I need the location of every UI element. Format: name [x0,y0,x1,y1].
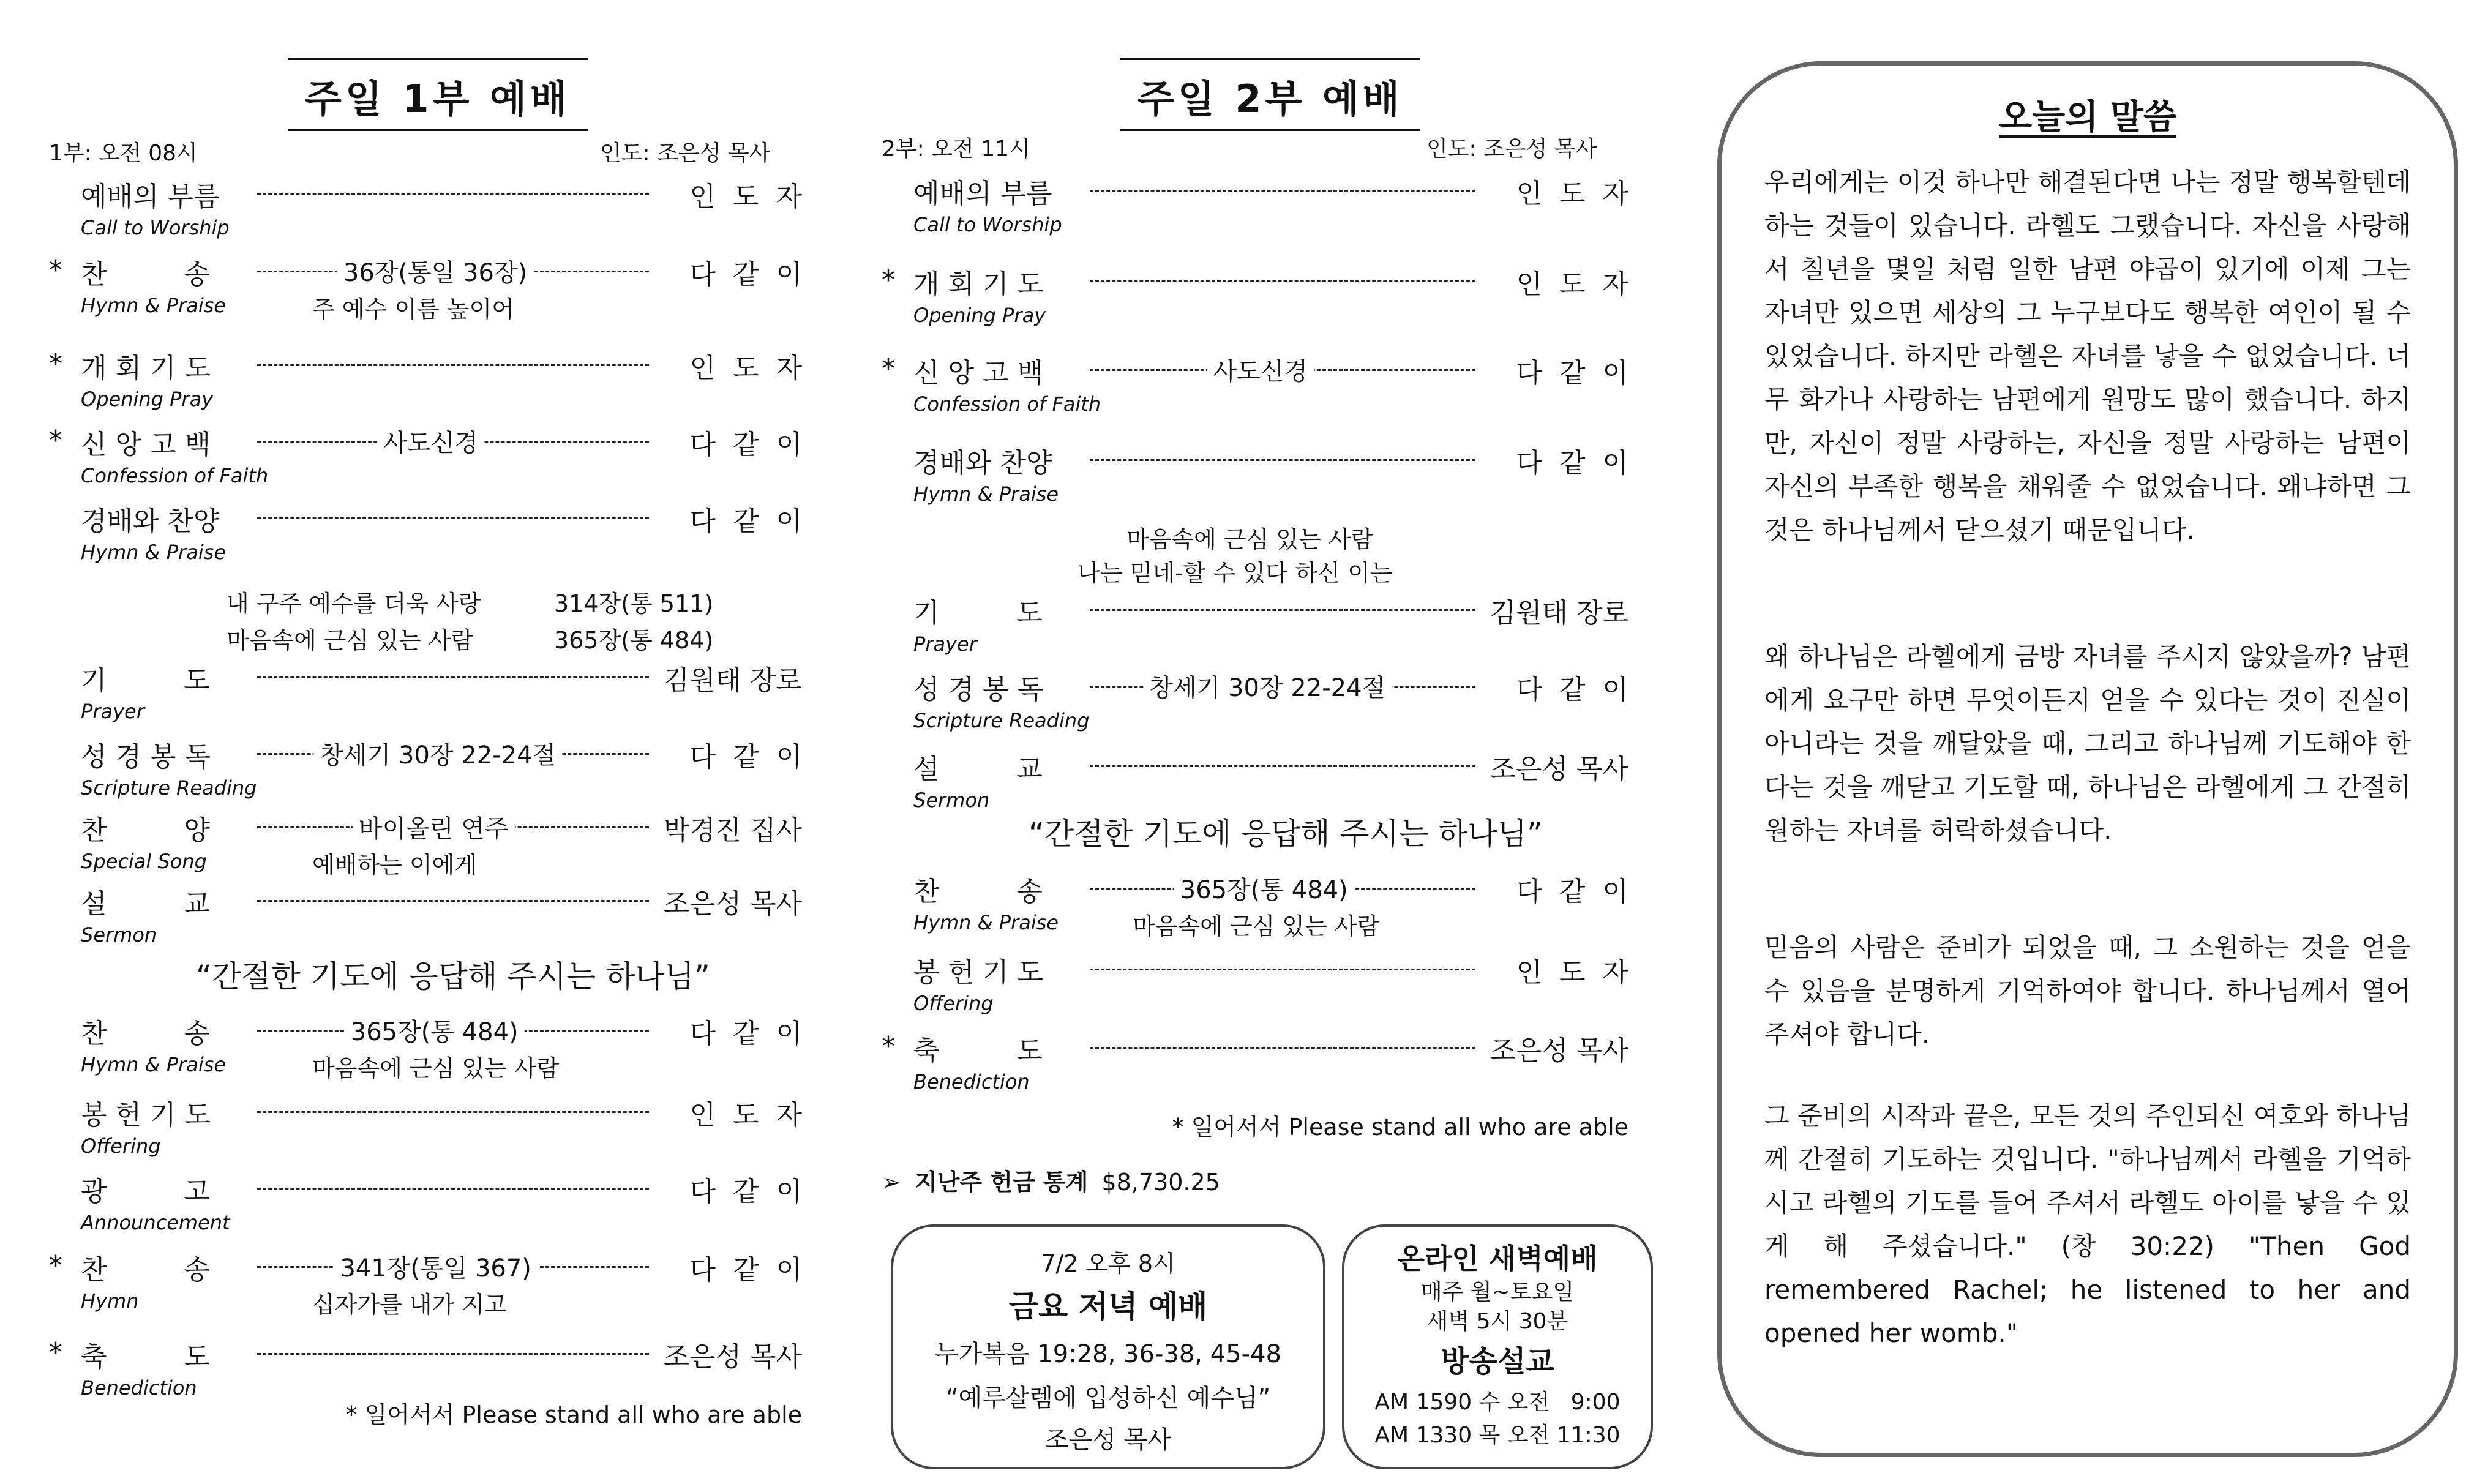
dotted-leader [257,676,649,678]
praise-song: 마음속에 근심 있는 사람 [227,627,474,654]
order-item-leader: 인 도 자 [1516,178,1628,209]
dotted-leader [1090,1047,1475,1049]
online-service-box [1342,1224,1653,1469]
order-item-leader: 인 도 자 [689,1100,802,1131]
order-item-english: Offering [81,1134,161,1158]
order-item [882,441,1628,478]
praise-song: 마음속에 근심 있는 사람 [1126,526,1374,553]
order-item-label: 성 경 봉 독 [913,674,1043,705]
order-item-leader: 김원태 장로 [663,665,802,696]
friday-title: 금요 저녁 예배 [1008,1289,1208,1324]
service1-time: 1부: 오전 08시 [49,141,198,166]
order-item-leader: 다 같 이 [689,1176,802,1207]
offering-statistics [882,1163,1220,1197]
order-item-english: Opening Pray [913,304,1046,327]
order-item-leader: 조은성 목사 [663,1341,802,1373]
order-item-english: Sermon [81,923,157,946]
order-item-label: 신 앙 고 백 [913,358,1043,389]
order-item [882,747,1628,784]
broadcast-title: 방송설교 [1441,1344,1554,1379]
order-item-english: Prayer [913,632,977,656]
order-item-detail: 사도신경 [377,424,484,459]
dotted-leader [257,900,649,902]
order-item-leader: 조은성 목사 [1490,1035,1628,1066]
dotted-leader [257,1111,649,1113]
order-item [49,1335,802,1371]
order-item-leader: 다 같 이 [1516,358,1628,389]
order-item [49,346,802,383]
online-title: 온라인 새벽예배 [1397,1242,1598,1275]
friday-date: 7/2 오후 8시 [1041,1250,1175,1277]
dotted-leader [257,1188,649,1190]
order-item-leader: 다 같 이 [689,259,802,290]
word-paragraph: 믿음의 사람은 준비가 되었을 때, 그 소원하는 것을 얻을 수 있음을 분명하게 기억하여야 합니다. 하나님께서 열어 주셔야 합니다. [1764,932,2411,1049]
friday-preacher: 조은성 목사 [1045,1426,1171,1454]
todays-word-title: 오늘의 말씀 [1999,97,2176,137]
order-item-label: 경배와 찬양 [913,448,1052,479]
hymn-title: 예배하는 이에게 [312,852,478,879]
order-item-label: 봉 헌 기 도 [81,1100,211,1131]
praise-song: 나는 믿네-할 수 있다 하신 이는 [1077,560,1393,586]
friday-scripture: 누가복음 19:28, 36-38, 45-48 [935,1340,1281,1368]
order-item-english: Hymn & Praise [81,541,227,564]
online-time: 새벽 5시 30분 [1426,1309,1568,1334]
order-item-english: Call to Worship [81,216,230,239]
todays-word-box [1717,61,2458,1457]
order-item-leader: 인 도 자 [689,353,802,384]
stand-marker: * [49,425,62,456]
order-item-detail: 36장(통일 36장) [337,253,533,288]
order-item-english: Call to Worship [913,213,1062,236]
order-item [49,658,802,695]
order-item-english: Announcement [81,1211,230,1234]
dotted-leader [1090,190,1475,192]
order-item [49,252,802,289]
order-item-detail: 창세기 30장 22-24절 [1143,669,1392,703]
service1-stand-note: * 일어서서 Please stand all who are able [345,1401,802,1428]
stand-marker: * [49,348,62,380]
order-item-label: 예배의 부름 [81,181,220,212]
dotted-leader [1090,609,1475,611]
order-item-leader: 다 같 이 [689,429,802,460]
order-item [882,591,1628,628]
service2-stand-note: * 일어서서 Please stand all who are able [1172,1114,1628,1141]
online-days: 매주 월~토요일 [1420,1280,1575,1305]
service1-column [49,0,802,1484]
service2-sermon-title: “간절한 기도에 응답해 주시는 하나님” [1029,816,1543,852]
order-item [882,950,1628,987]
order-item-leader: 다 같 이 [689,1254,802,1286]
praise-song: 내 구주 예수를 더욱 사랑 [227,590,481,617]
order-item-leader: 조은성 목사 [663,888,802,920]
order-item [49,499,802,536]
order-item [49,174,802,211]
order-item-leader: 다 같 이 [689,506,802,537]
order-item-english: Benediction [913,1070,1030,1093]
praise-song-number: 314장(통 511) [554,590,714,617]
order-item-label: 신 앙 고 백 [81,429,211,460]
order-item-english: Hymn & Praise [81,294,227,317]
dotted-leader [1090,969,1475,970]
order-item-english: Scripture Reading [81,776,257,800]
order-item [49,735,802,771]
order-item-label: 기 도 [913,598,1043,629]
order-item-detail: 바이올린 연주 [353,809,515,844]
order-item-leader: 인 도 자 [1516,957,1628,988]
order-item-label: 개 회 기 도 [913,269,1043,300]
order-item-detail: 341장(통일 367) [334,1249,538,1284]
stand-marker: * [882,264,895,296]
offering-amount: $8,730.25 [1101,1169,1220,1196]
order-item [882,1029,1628,1065]
order-item [49,882,802,918]
hymn-title: 십자가를 내가 지고 [312,1291,507,1318]
order-item [882,262,1628,299]
order-item [49,1248,802,1284]
order-item-english: Offering [913,992,994,1015]
order-item-label: 축 도 [913,1035,1043,1066]
order-item-leader: 다 같 이 [1516,448,1628,479]
order-item-leader: 다 같 이 [689,1018,802,1049]
order-item [882,869,1628,906]
order-item-detail: 365장(통 484) [345,1013,525,1047]
order-item-label: 예배의 부름 [913,178,1052,209]
order-item-english: Hymn & Praise [81,1053,227,1076]
order-item [49,1011,802,1048]
order-item-leader: 박경진 집사 [663,815,802,846]
hymn-title: 마음속에 근심 있는 사람 [312,1055,560,1082]
order-item-english: Confession of Faith [81,464,269,487]
order-item-leader: 김원태 장로 [1490,598,1628,629]
order-item-leader: 인 도 자 [689,181,802,212]
order-item-detail: 사도신경 [1207,352,1314,387]
order-item-label: 성 경 봉 독 [81,741,211,773]
order-item-english: Hymn & Praise [913,482,1059,506]
hymn-title: 마음속에 근심 있는 사람 [1133,913,1380,940]
stand-marker: * [49,255,62,286]
order-item [49,422,802,459]
dotted-leader [1090,280,1475,282]
dotted-leader [257,364,649,366]
praise-song-number: 365장(통 484) [554,627,714,654]
order-item-detail: 365장(통 484) [1174,871,1354,905]
order-item [49,808,802,845]
arrow-icon: ➢ [882,1169,901,1196]
order-item-english: Sermon [913,789,990,812]
service1-leader: 인도: 조은성 목사 [600,141,771,166]
order-item-english: Opening Pray [81,388,214,411]
order-item-leader: 다 같 이 [689,741,802,773]
order-item-english: Hymn & Praise [913,911,1059,934]
stand-marker: * [882,353,895,384]
order-item-english: Scripture Reading [913,709,1090,732]
offering-label: 지난주 헌금 통계 [914,1169,1089,1196]
dotted-leader [257,517,649,519]
order-item-english: Benediction [81,1376,197,1400]
order-item [882,667,1628,704]
order-item-detail: 창세기 30장 22-24절 [313,736,562,771]
order-item-label: 봉 헌 기 도 [913,957,1043,988]
order-item-label: 기 도 [81,665,210,696]
order-item-label: 설 교 [913,754,1043,785]
order-item-label: 찬 송 [81,1254,210,1286]
order-item-label: 축 도 [81,1341,210,1373]
service1-title: 주일 1부 예배 [288,58,588,131]
service2-title: 주일 2부 예배 [1120,58,1420,131]
order-item [882,351,1628,388]
friday-sermon: “예루살렘에 입성하신 예수님” [945,1384,1271,1412]
order-item-label: 경배와 찬양 [81,506,220,537]
stand-marker: * [49,1337,62,1368]
stand-marker: * [882,1031,895,1062]
word-paragraph: 그 준비의 시작과 끝은, 모든 것의 주인되신 여호와 하나님께 간절히 기도하는 것입니다. "하나님께서 라헬을 기억하시고 라헬의 기도를 들어 주셔서 라헬도 아이를 낳을 수 있게 해 주셨습니다." (창 30:22) "Then God remembered Rachel; he listened to her and opened her womb." [1764,1101,2411,1348]
order-item-english: Prayer [81,700,144,723]
service2-time: 2부: 오전 11시 [882,137,1030,162]
service1-sermon-title: “간절한 기도에 응답해 주시는 하나님” [196,959,710,994]
order-item-leader: 조은성 목사 [1490,754,1628,785]
order-item [882,171,1628,208]
dotted-leader [1090,459,1475,461]
order-item-label: 설 교 [81,888,210,920]
order-item [49,1169,802,1206]
word-paragraph: 왜 하나님은 라헬에게 금방 자녀를 주시지 않았을까? 남편에게 요구만 하면 무엇이든지 얻을 수 있다는 것이 진실이 아니라는 것을 깨달았을 때, 그리고 하나님께 기도해야 한다는 것을 깨닫고 기도할 때, 하나님은 라헬에게 그 간절히 원하는 자녀를 허락하셨습니다. [1764,642,2411,845]
order-item-label: 찬 송 [81,1018,210,1049]
broadcast-station-2: AM 1330 목 오전 11:30 [1374,1423,1621,1448]
order-item-label: 개 회 기 도 [81,353,211,384]
order-item-english: Confession of Faith [913,392,1101,416]
word-paragraph: 우리에게는 이것 하나만 해결된다면 나는 정말 행복할텐데 하는 것들이 있습니다. 라헬도 그랬습니다. 자신을 사랑해서 칠년을 몇일 처럼 일한 남편 야곱이 있기에 이제 그는 자녀만 있으면 세상의 그 누구보다도 행복한 여인이 될 수 있었습니다. 하지만 라헬은 자녀를 낳을 수 없었습니다. 너무 화가나 사랑하는 남편에게 원망도 많이 했습니다. 하지만, 자신이 정말 사랑하는, 자신을 정말 사랑하는 남편이 자신의 부족한 행복을 채워줄 수 없었습니다. 왜냐하면 그것은 하나님께서 닫으셨기 때문입니다. [1764,167,2411,545]
order-item-english: Special Song [81,850,207,873]
order-item-leader: 인 도 자 [1516,269,1628,300]
dotted-leader [257,193,649,195]
order-item-leader: 다 같 이 [1516,876,1628,907]
service2-leader: 인도: 조은성 목사 [1426,137,1597,162]
hymn-title: 주 예수 이름 높이어 [312,296,514,323]
order-item-label: 찬 양 [81,815,210,846]
order-item-label: 찬 송 [913,876,1043,907]
order-item-english: Hymn [81,1289,139,1313]
order-item-label: 찬 송 [81,259,210,290]
friday-service-box [891,1224,1325,1469]
dotted-leader [257,1353,649,1355]
order-item [49,1093,802,1130]
broadcast-station-1: AM 1590 수 오전 9:00 [1374,1390,1621,1415]
stand-marker: * [49,1250,62,1281]
dotted-leader [1090,765,1475,767]
order-item-label: 광 고 [81,1176,210,1207]
order-item-leader: 다 같 이 [1516,674,1628,705]
